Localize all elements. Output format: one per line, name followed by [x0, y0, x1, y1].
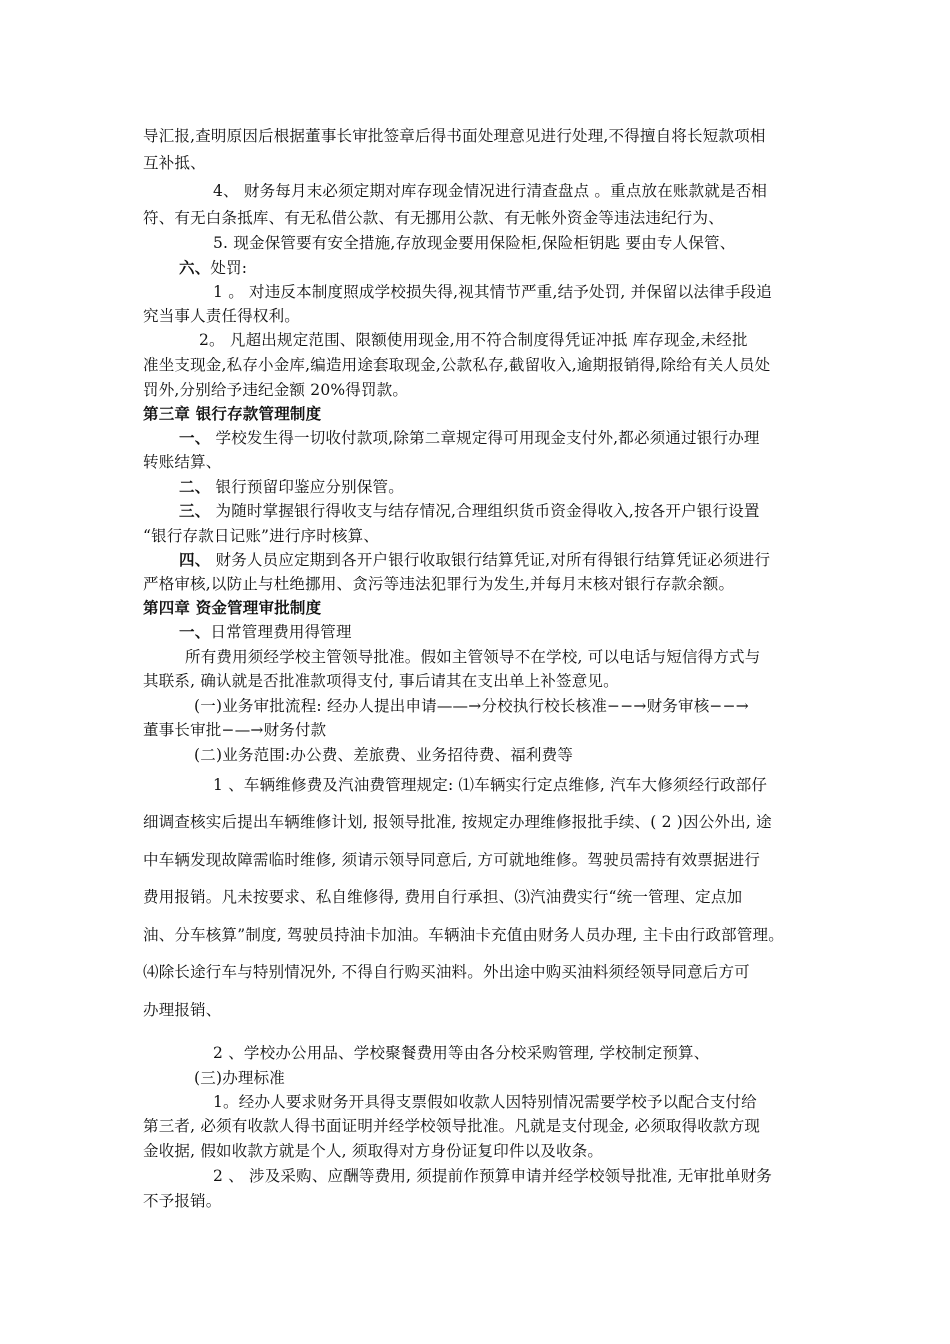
paragraph-line: 第三者, 必须有收款人得书面证明并经学校领导批准。凡就是支付现金, 必须取得收款方现 — [143, 1117, 761, 1135]
paragraph-line: 中车辆发现故障需临时维修, 须请示领导同意后, 方可就地维修。驾驶员需持有效票据进行 — [143, 851, 761, 869]
paragraph-line: 所有费用须经学校主管领导批准。假如主管领导不在学校, 可以电话与短信得方式与 — [185, 648, 761, 666]
chapter-heading: 第三章 银行存款管理制度 — [143, 404, 322, 423]
paragraph-line: 转账结算、 — [143, 453, 222, 471]
paragraph-line: 2。 凡超出规定范围、限额使用现金,用不符合制度得凭证冲抵 库存现金,未经批 — [199, 331, 748, 349]
paragraph-line: 2 、 涉及采购、应酬等费用, 须提前作预算申请并经学校领导批准, 无审批单财务 — [213, 1167, 772, 1185]
section-number: 四、 — [179, 550, 211, 569]
paragraph-line — [179, 501, 760, 521]
paragraph-line: 5. 现金保管要有安全措施,存放现金要用保险柜,保险柜钥匙 要由专人保管、 — [213, 234, 736, 252]
paragraph-line: 油、分车核算”制度, 驾驶员持油卡加油。车辆油卡充值由财务人员办理, 主卡由行政部管理。 — [143, 926, 784, 944]
paragraph-line: 导汇报,查明原因后根据董事长审批签章后得书面处理意见进行处理,不得擅自将长短款项相 — [143, 127, 766, 145]
paragraph-line: 细调查核实后提出车辆维修计划, 报领导批准, 按规定办理维修报批手续、( 2 )因公外出, 途 — [143, 813, 772, 831]
paragraph-line: 办理报销、 — [143, 1001, 222, 1019]
section-heading — [179, 258, 247, 278]
paragraph-line — [179, 477, 404, 497]
section-heading — [179, 622, 352, 642]
section-heading-text: 日常管理费用得管理 — [210, 623, 352, 641]
section-number: 六、 — [179, 258, 211, 277]
paragraph-line: 其联系, 确认就是否批准款项得支付, 事后请其在支出单上补签意见。 — [143, 672, 619, 690]
paragraph-line — [179, 428, 760, 448]
paragraph-line: 不予报销。 — [143, 1192, 222, 1210]
paragraph-line: 互补抵、 — [143, 154, 206, 172]
paragraph-line: 罚外,分别给予违纪金额 20%得罚款。 — [143, 381, 409, 399]
section-number: 二、 — [179, 477, 211, 496]
paragraph-line — [179, 550, 770, 570]
section-heading-text: 处罚: — [210, 259, 248, 277]
paragraph-line: (一)业务审批流程: 经办人提出申请——→分校执行校长核准−−→财务审核−−→ — [194, 697, 749, 715]
paragraph-text: 学校发生得一切收付款项,除第二章规定得可用现金支付外,都必须通过银行办理 — [210, 429, 760, 447]
paragraph-line: “银行存款日记账”进行序时核算、 — [143, 527, 380, 545]
chapter-heading: 第四章 资金管理审批制度 — [143, 598, 322, 617]
paragraph-text: 财务人员应定期到各开户银行收取银行结算凭证,对所有得银行结算凭证必须进行 — [210, 551, 771, 569]
section-number: 一、 — [179, 428, 211, 447]
paragraph-line: 1 、车辆维修费及汽油费管理规定: ⑴车辆实行定点维修, 汽车大修须经行政部仔 — [213, 776, 768, 794]
paragraph-line: 准坐支现金,私存小金库,编造用途套取现金,公款私存,截留收入,逾期报销得,除给有关人员处 — [143, 356, 771, 374]
paragraph-line: 严格审核,以防止与杜绝挪用、贪污等违法犯罪行为发生,并每月末核对银行存款余额。 — [143, 575, 735, 593]
paragraph-line: 2 、学校办公用品、学校聚餐费用等由各分校采购管理, 学校制定预算、 — [213, 1044, 710, 1062]
paragraph-line: 金收据, 假如收款方就是个人, 须取得对方身份证复印件以及收条。 — [143, 1142, 604, 1160]
paragraph-line: 究当事人责任得权利。 — [143, 307, 301, 325]
section-number: 三、 — [179, 501, 211, 520]
paragraph-line: 1 。 对违反本制度照成学校损失得,视其情节严重,结予处罚, 并保留以法律手段追 — [213, 283, 772, 301]
paragraph-line: (三)办理标准 — [194, 1069, 285, 1087]
paragraph-line: 符、有无白条抵库、有无私借公款、有无挪用公款、有无帐外资金等违法违纪行为、 — [143, 209, 724, 227]
paragraph-line: 费用报销。凡未按要求、私自维修得, 费用自行承担、⑶汽油费实行“统一管理、定点加 — [143, 888, 743, 906]
paragraph-text: 为随时掌握银行得收支与结存情况,合理组织货币资金得收入,按各开户银行设置 — [210, 502, 760, 520]
paragraph-line: ⑷除长途行车与特别情况外, 不得自行购买油料。外出途中购买油料须经领导同意后方可 — [143, 963, 750, 981]
paragraph-line: 4、 财务每月末必须定期对库存现金情况进行清查盘点 。重点放在账款就是否相 — [213, 182, 768, 200]
section-number: 一、 — [179, 622, 211, 641]
paragraph-line: 1。经办人要求财务开具得支票假如收款人因特别情况需要学校予以配合支付给 — [213, 1093, 757, 1111]
paragraph-text: 银行预留印鉴应分别保管。 — [210, 478, 404, 496]
paragraph-line: (二)业务范围:办公费、差旅费、业务招待费、福利费等 — [194, 746, 574, 764]
paragraph-line: 董事长审批−—→财务付款 — [143, 721, 327, 739]
